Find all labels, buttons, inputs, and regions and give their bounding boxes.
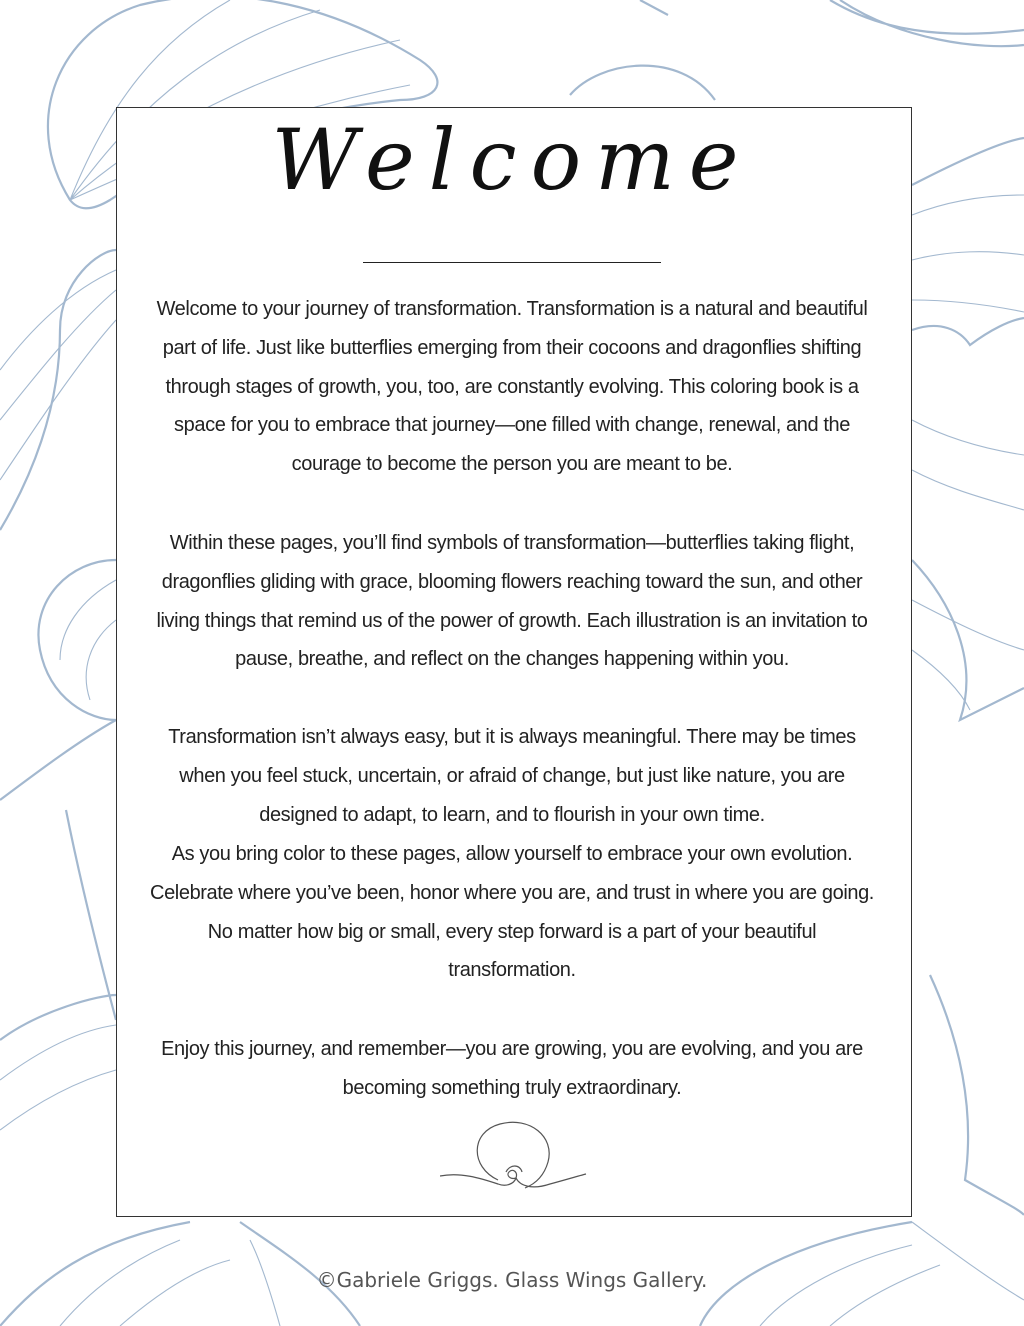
leaf-left-middle	[0, 250, 116, 530]
wave-circle-logo-icon	[440, 1112, 590, 1204]
title-divider	[363, 262, 661, 263]
copyright-footer: ©Gabriele Griggs. Glass Wings Gallery.	[316, 1268, 708, 1292]
paragraph-color: As you bring color to these pages, allow yourself to embrace your own evolution. Celebrate where you’ve been, honor where you are, and trust in where you are going. No matter how big or small, every step forward is a part of your beautiful transformation.	[150, 843, 874, 982]
leaf-left-lower	[0, 560, 116, 1020]
paragraph-intro: Welcome to your journey of transformation. Transformation is a natural and beautiful part of life. Just like butterflies emerging from their cocoons and dragonflies shifting through stages of growth, you, too, are constantly evolving. This coloring book is a space for you to embrace that journey—one filled with change, renewal, and the courage to become the person you are meant to be.	[156, 298, 868, 476]
leaf-right-middle	[912, 420, 1024, 720]
paragraph-meaningful: Transformation isn’t always easy, but it is always meaningful. There may be times when you feel stuck, uncertain, or afraid of change, but just like nature, you are designed to adapt, to learn, and to flourish in your own time.	[168, 726, 856, 826]
leaf-top-right	[640, 0, 1024, 46]
paragraph-symbols: Within these pages, you’ll find symbols of transformation—butterflies taking flight, dragonflies gliding with grace, blooming flowers reaching toward the sun, and other living things that remind us of the power of growth. Each illustration is an invitation to pause, breathe, and reflect on the changes happening within you.	[156, 532, 868, 671]
paragraph-closing: Enjoy this journey, and remember—you are growing, you are evolving, and you are becoming something truly extraordinary.	[161, 1038, 863, 1099]
page-title: Welcome	[271, 111, 753, 209]
